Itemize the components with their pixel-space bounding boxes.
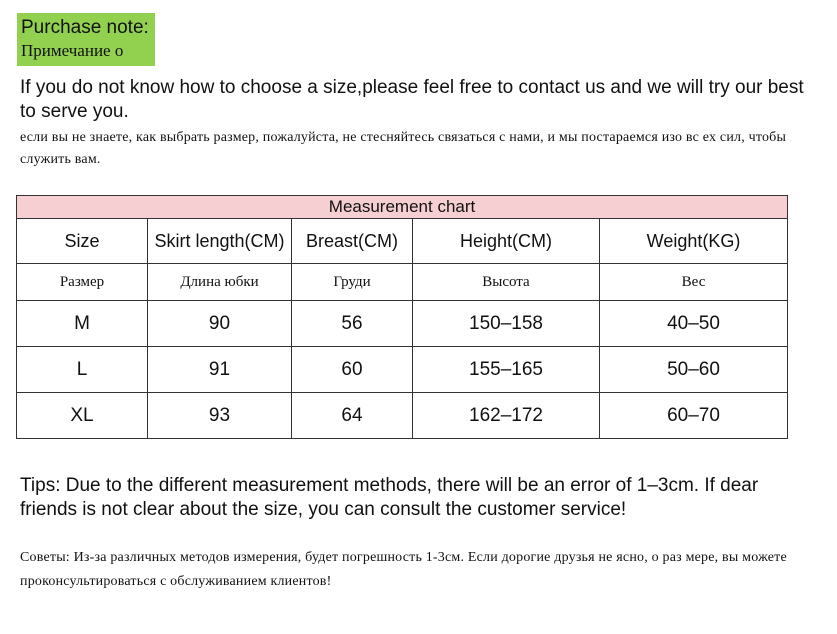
cell-breast: 64	[292, 393, 413, 439]
cell-size: L	[17, 347, 148, 393]
cell-size: M	[17, 301, 148, 347]
cell-height: 150–158	[413, 301, 600, 347]
intro-text-en: If you do not know how to choose a size,please feel free to contact us and we will try our best to serve you.	[20, 77, 804, 122]
cell-breast: 60	[292, 347, 413, 393]
header-height-ru: Высота	[413, 264, 600, 301]
header-breast-ru: Груди	[292, 264, 413, 301]
measurement-chart-table	[16, 195, 788, 439]
cell-skirt-length: 93	[148, 393, 292, 439]
purchase-note-title: Purchase note:	[21, 17, 149, 38]
table-row	[17, 301, 788, 347]
cell-height: 155–165	[413, 347, 600, 393]
header-skirt-length-ru: Длина юбки	[148, 264, 292, 301]
cell-weight: 60–70	[600, 393, 788, 439]
tips-text-ru: Советы: Из-за различных методов измерения, будет погрешность 1-3см. Если дорогие друзья не ясно, о раз мере, вы можете проконсультироваться с обслуживанием клиентов!	[20, 550, 787, 589]
table-row	[17, 393, 788, 439]
cell-height: 162–172	[413, 393, 600, 439]
measurement-chart-caption: Measurement chart	[17, 196, 788, 219]
tips-text-en: Tips: Due to the different measurement methods, there will be an error of 1–3cm. If dear friends is not clear about the size, you can consult the customer service!	[20, 475, 759, 520]
header-height: Height(CM)	[413, 219, 600, 264]
cell-breast: 56	[292, 301, 413, 347]
cell-weight: 40–50	[600, 301, 788, 347]
header-size-ru: Размер	[17, 264, 148, 301]
measurement-chart-caption-row	[17, 196, 788, 219]
header-weight-ru: Вес	[600, 264, 788, 301]
header-breast: Breast(CM)	[292, 219, 413, 264]
cell-skirt-length: 90	[148, 301, 292, 347]
intro-text-ru: если вы не знаете, как выбрать размер, пожалуйста, не стесняйтесь связаться с нами, и мы постараемся изо вс ех сил, чтобы служить вам.	[20, 130, 787, 167]
table-row	[17, 347, 788, 393]
cell-skirt-length: 91	[148, 347, 292, 393]
header-weight: Weight(KG)	[600, 219, 788, 264]
cell-size: XL	[17, 393, 148, 439]
cell-weight: 50–60	[600, 347, 788, 393]
purchase-note-badge	[17, 13, 155, 66]
purchase-note-title-ru: Примечание о	[21, 41, 124, 60]
table-header-row	[17, 219, 788, 264]
header-skirt-length: Skirt length(CM)	[148, 219, 292, 264]
table-header-row-ru	[17, 264, 788, 301]
header-size: Size	[17, 219, 148, 264]
